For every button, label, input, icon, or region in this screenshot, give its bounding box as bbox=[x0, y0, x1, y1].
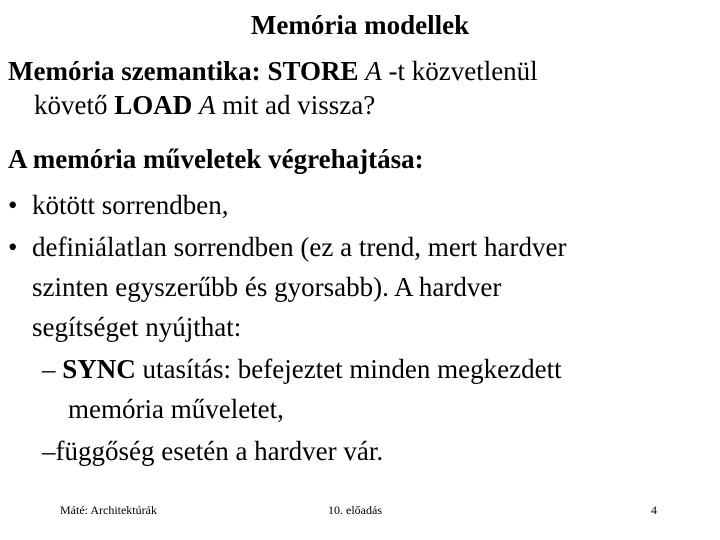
footer-author: Máté: Architektúrák bbox=[60, 503, 157, 517]
sub-item-text: függőség esetén a hardver vár. bbox=[55, 436, 384, 466]
semantics-line-2 bbox=[34, 88, 375, 122]
dash-marker: – bbox=[42, 436, 56, 466]
execution-heading: A memória műveletek végrehajtása: bbox=[8, 144, 424, 174]
variable-a-2: A bbox=[199, 90, 216, 120]
bullet-item-2 bbox=[8, 230, 567, 264]
semantics-label: Memória szemantika: bbox=[8, 56, 261, 86]
bullet-marker: • bbox=[8, 232, 18, 262]
sub-item-text: utasítás: befejeztet minden megkezdett bbox=[142, 354, 562, 384]
bullet-text-cont: szinten egyszerűbb és gyorsabb). A hardver bbox=[32, 272, 502, 302]
sub-item-text-cont: memória műveletet, bbox=[68, 394, 284, 424]
slide-title: Memória modellek bbox=[250, 10, 470, 40]
sub-item-dependency bbox=[42, 434, 383, 468]
sync-keyword: SYNC bbox=[62, 354, 136, 384]
footer-lecture: 10. előadás bbox=[328, 503, 382, 517]
variable-a: A bbox=[365, 56, 382, 86]
bullet-item-1 bbox=[8, 188, 228, 222]
semantics-text-2: követő bbox=[34, 90, 108, 120]
page-number: 4 bbox=[651, 503, 657, 517]
bullet-marker: • bbox=[8, 190, 18, 220]
semantics-text-3: mit ad vissza? bbox=[222, 90, 376, 120]
load-keyword: LOAD bbox=[114, 90, 193, 120]
bullet-text: kötött sorrendben, bbox=[32, 190, 229, 220]
sub-item-sync bbox=[42, 352, 562, 386]
semantics-text-1: -t közvetlenül bbox=[388, 56, 538, 86]
bullet-text-cont: segítséget nyújthat: bbox=[32, 312, 242, 342]
bullet-text: definiálatlan sorrendben (ez a trend, mert hardver bbox=[32, 232, 567, 262]
dash-marker: – bbox=[42, 354, 56, 384]
semantics-line-1 bbox=[8, 54, 538, 88]
store-keyword: STORE bbox=[267, 56, 359, 86]
